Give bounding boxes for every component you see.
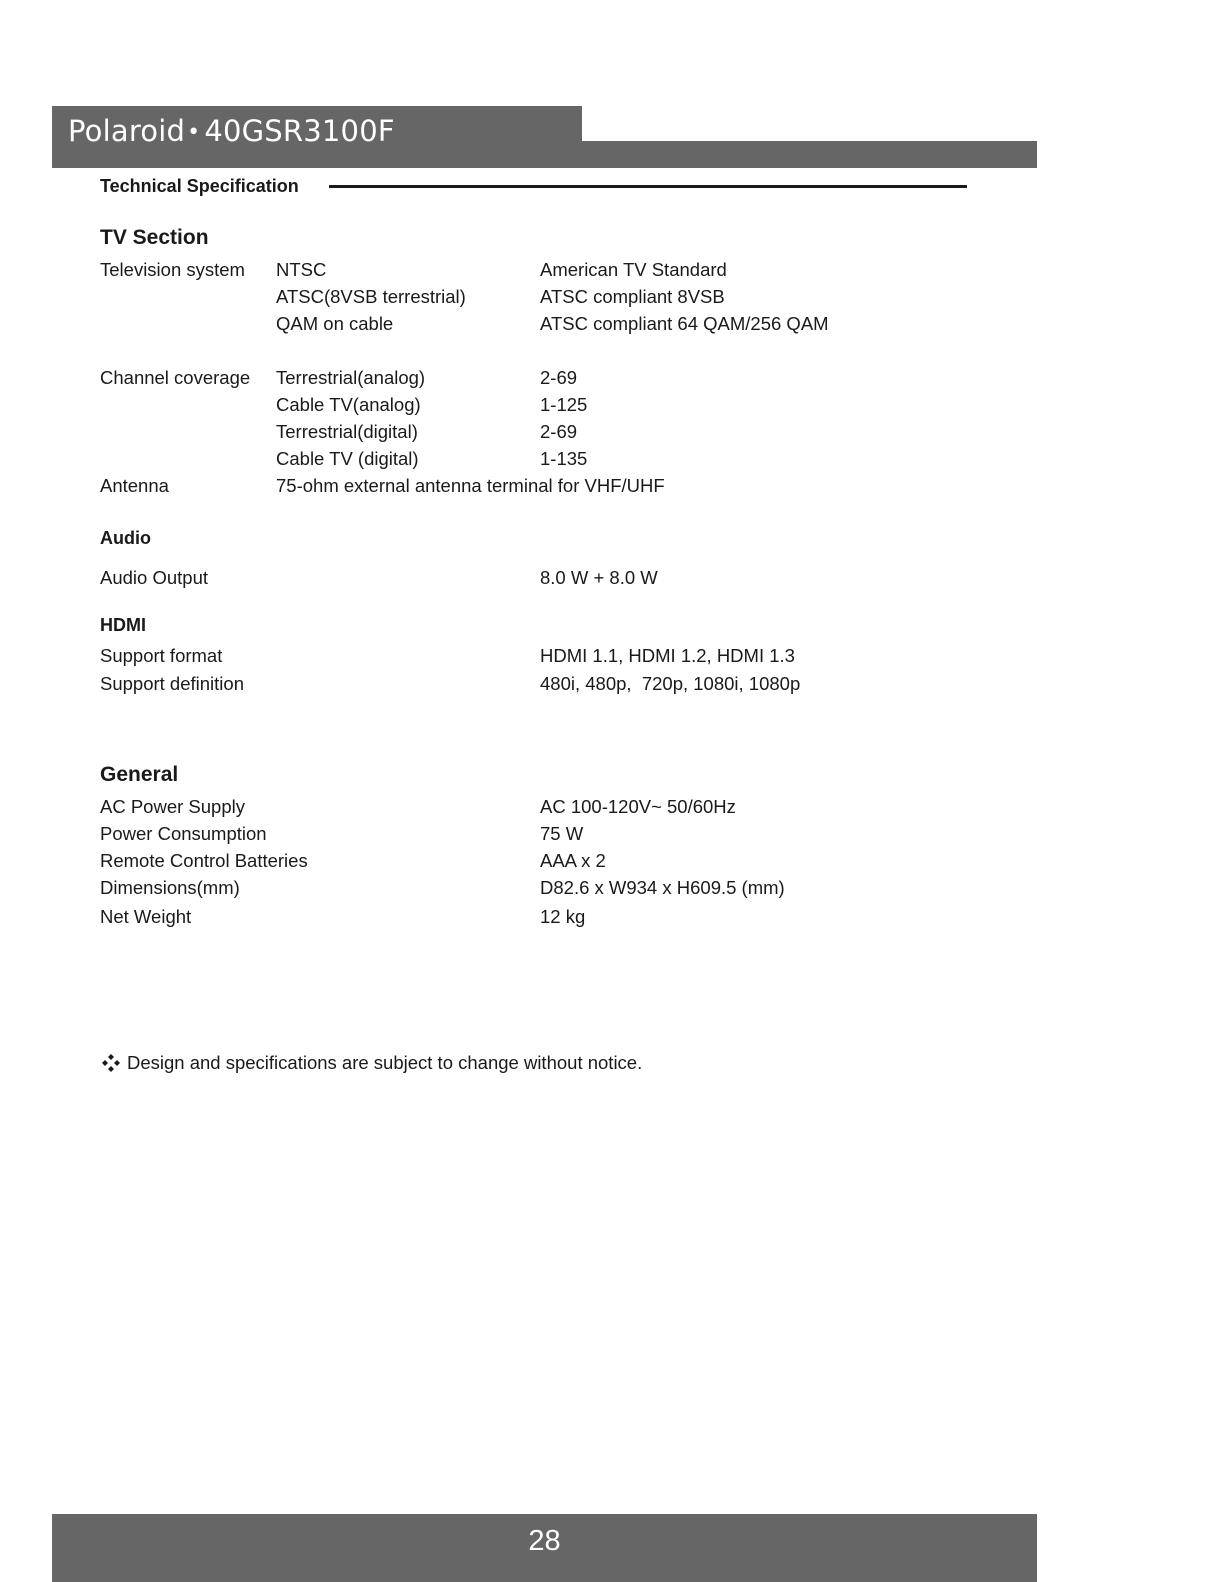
- antenna-label: Antenna: [100, 475, 169, 496]
- page-number: 28: [528, 1525, 561, 1557]
- spec-row-value: 480i, 480p, 720p, 1080i, 1080p: [540, 673, 801, 694]
- television-system-label: Television system: [100, 259, 245, 280]
- spec-row-label: Audio Output: [100, 567, 208, 588]
- disclaimer-text: Design and specifications are subject to change without notice.: [127, 1052, 643, 1073]
- spec-row-value: 2-69: [540, 421, 578, 442]
- title-separator: •: [187, 120, 201, 145]
- model-number: 40GSR3100F: [204, 114, 395, 148]
- spec-row-name: Terrestrial(digital): [276, 421, 418, 442]
- hdmi-heading: HDMI: [100, 615, 146, 635]
- channel-coverage-label: Channel coverage: [100, 367, 251, 388]
- brand-name: Polaroid: [68, 114, 186, 148]
- spec-row-label: Support definition: [100, 673, 244, 694]
- spec-row-label: AC Power Supply: [100, 796, 245, 817]
- spec-row-value: ATSC compliant 8VSB: [540, 286, 725, 307]
- tv-section-heading: TV Section: [100, 226, 209, 249]
- spec-row-value: 1-125: [540, 394, 588, 415]
- spec-row-value: D82.6 x W934 x H609.5 (mm): [540, 877, 785, 898]
- section-title: Technical Specification: [100, 176, 299, 196]
- header-banner-notch: [582, 106, 596, 141]
- spec-row-name: Cable TV (digital): [276, 448, 419, 469]
- spec-row-value: 8.0 W + 8.0 W: [540, 567, 658, 588]
- spec-row-value: 1-135: [540, 448, 588, 469]
- spec-row-label: Power Consumption: [100, 823, 267, 844]
- spec-row-value: 12 kg: [540, 906, 586, 927]
- spec-row-name: ATSC(8VSB terrestrial): [276, 286, 466, 307]
- spec-row-name: NTSC: [276, 259, 327, 280]
- spec-row-value: AAA x 2: [540, 850, 606, 871]
- spec-row-value: 75 W: [540, 823, 584, 844]
- spec-row-label: Dimensions(mm): [100, 877, 240, 898]
- spec-row-value: 2-69: [540, 367, 578, 388]
- spec-row-value: AC 100-120V~ 50/60Hz: [540, 796, 736, 817]
- spec-row-label: Support format: [100, 645, 223, 666]
- audio-heading: Audio: [100, 528, 151, 548]
- spec-row-label: Net Weight: [100, 906, 192, 927]
- spec-row-name: Cable TV(analog): [276, 394, 421, 415]
- general-heading: General: [100, 763, 179, 786]
- spec-row-name: QAM on cable: [276, 313, 394, 334]
- header-title: [68, 114, 395, 148]
- spec-row-name: Terrestrial(analog): [276, 367, 426, 388]
- four-diamond-bullet-icon: [100, 1052, 122, 1074]
- section-title-rule: [329, 185, 967, 188]
- antenna-value: 75-ohm external antenna terminal for VHF/UHF: [276, 475, 665, 496]
- spec-row-value: American TV Standard: [540, 259, 727, 280]
- spec-row-value: HDMI 1.1, HDMI 1.2, HDMI 1.3: [540, 645, 795, 666]
- spec-row-value: ATSC compliant 64 QAM/256 QAM: [540, 313, 829, 334]
- disclaimer-note: [100, 1052, 642, 1074]
- spec-row-label: Remote Control Batteries: [100, 850, 308, 871]
